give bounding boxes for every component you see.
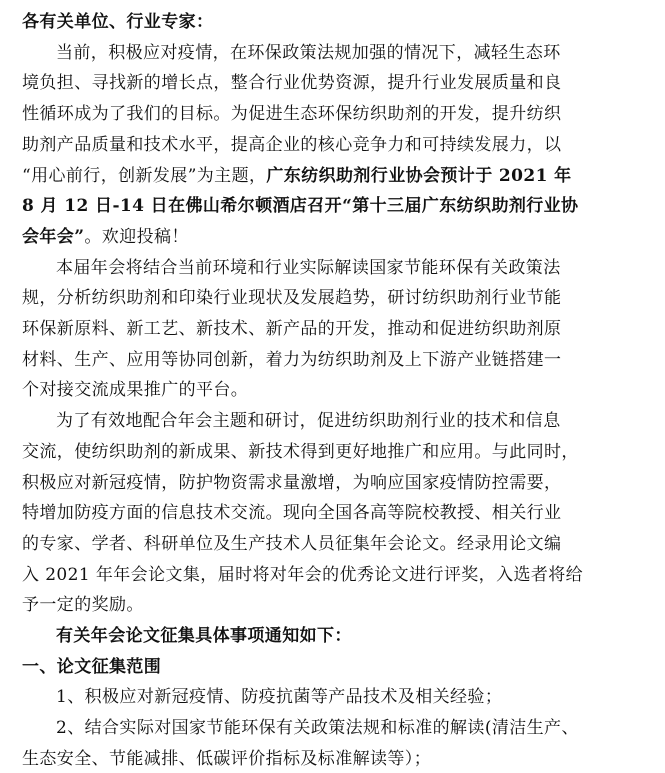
paragraph-3-line-1: 为了有效地配合年会主题和研讨，促进纺织助剂行业的技术和信息 (56, 411, 561, 432)
paragraph-1-theme-text: “用心前行，创新发展”为主题， (22, 165, 267, 186)
paragraph-1-line-3: 性循环成为了我们的目标。为促进生态环保纺织助剂的开发，提升纺织 (22, 104, 562, 125)
section-1-title: 一、论文征集范围 (22, 656, 162, 677)
paragraph-2-line-3: 环保新原料、新工艺、新技术、新产品的开发，推动和促进纺织助剂原 (22, 319, 562, 339)
paragraph-3-line-7: 予一定的奖励。 (22, 595, 144, 616)
paragraph-1-bold-end: 会年会” (22, 226, 85, 247)
greeting: 各有关单位、行业专家： (22, 12, 214, 32)
paragraph-1-line-6: 8 月 12 日-14 日在佛山希尔顿酒店召开“第十三届广东纺织助剂行业协 (22, 196, 579, 217)
paragraph-2-line-2: 规，分析纺织助剂和印染行业现状及发展趋势，研讨纺织助剂行业节能 (22, 288, 562, 309)
paragraph-3-line-2: 交流，使纺织助剂的新成果、新技术得到更好地推广和应用。与此同时， (22, 441, 579, 462)
section-1-item-2-line-1: 2、结合实际对国家节能环保有关政策法规和标准的解读(清洁生产、 (56, 718, 579, 739)
paragraph-1-line-1: 当前，积极应对疫情，在环保政策法规加强的情况下，减轻生态环 (56, 42, 561, 63)
paragraph-2-line-1: 本届年会将结合当前环境和行业实际解读国家节能环保有关政策法 (56, 257, 561, 278)
paragraph-2-line-5: 个对接交流成果推广的平台。 (22, 380, 249, 401)
paragraph-3-line-6: 入 2021 年年会论文集，届时将对年会的优秀论文进行评奖，入选者将给 (22, 564, 584, 585)
paragraph-1-line-2: 境负担、寻找新的增长点，整合行业优势资源，提升行业发展质量和良 (22, 73, 562, 94)
paragraph-1-line-7 (22, 223, 189, 251)
paragraph-1-line-4: 助剂产品质量和技术水平，提高企业的核心竞争力和可持续发展力，以 (22, 134, 562, 155)
paragraph-2-line-4: 材料、生产、应用等协同创新，着力为纺织助剂及上下游产业链搭建一 (22, 349, 562, 370)
paragraph-3-line-3: 积极应对新冠疫情，防护物资需求量激增，为响应国家疫情防控需要， (22, 472, 562, 493)
paragraph-1-bold-announcement: 广东纺织助剂行业协会预计于 2021 年 (266, 165, 572, 186)
section-1-item-1: 1、积极应对新冠疫情、防疫抗菌等产品技术及相关经验； (56, 687, 503, 708)
notice-heading: 有关年会论文征集具体事项通知如下： (56, 626, 352, 646)
section-1-item-2-line-2: 生态安全、节能减排、低碳评价指标及标准解读等）； (22, 748, 432, 769)
paragraph-3-line-5: 的专家、学者、科研单位及生产技术人员征集年会论文。经录用论文编 (22, 533, 562, 554)
paragraph-3-line-4: 特增加防疫方面的信息技术交流。现向全国各高等院校教授、相关行业 (22, 503, 562, 524)
paragraph-1-line-5 (22, 162, 572, 190)
paragraph-1-welcome: 。欢迎投稿！ (84, 226, 189, 247)
